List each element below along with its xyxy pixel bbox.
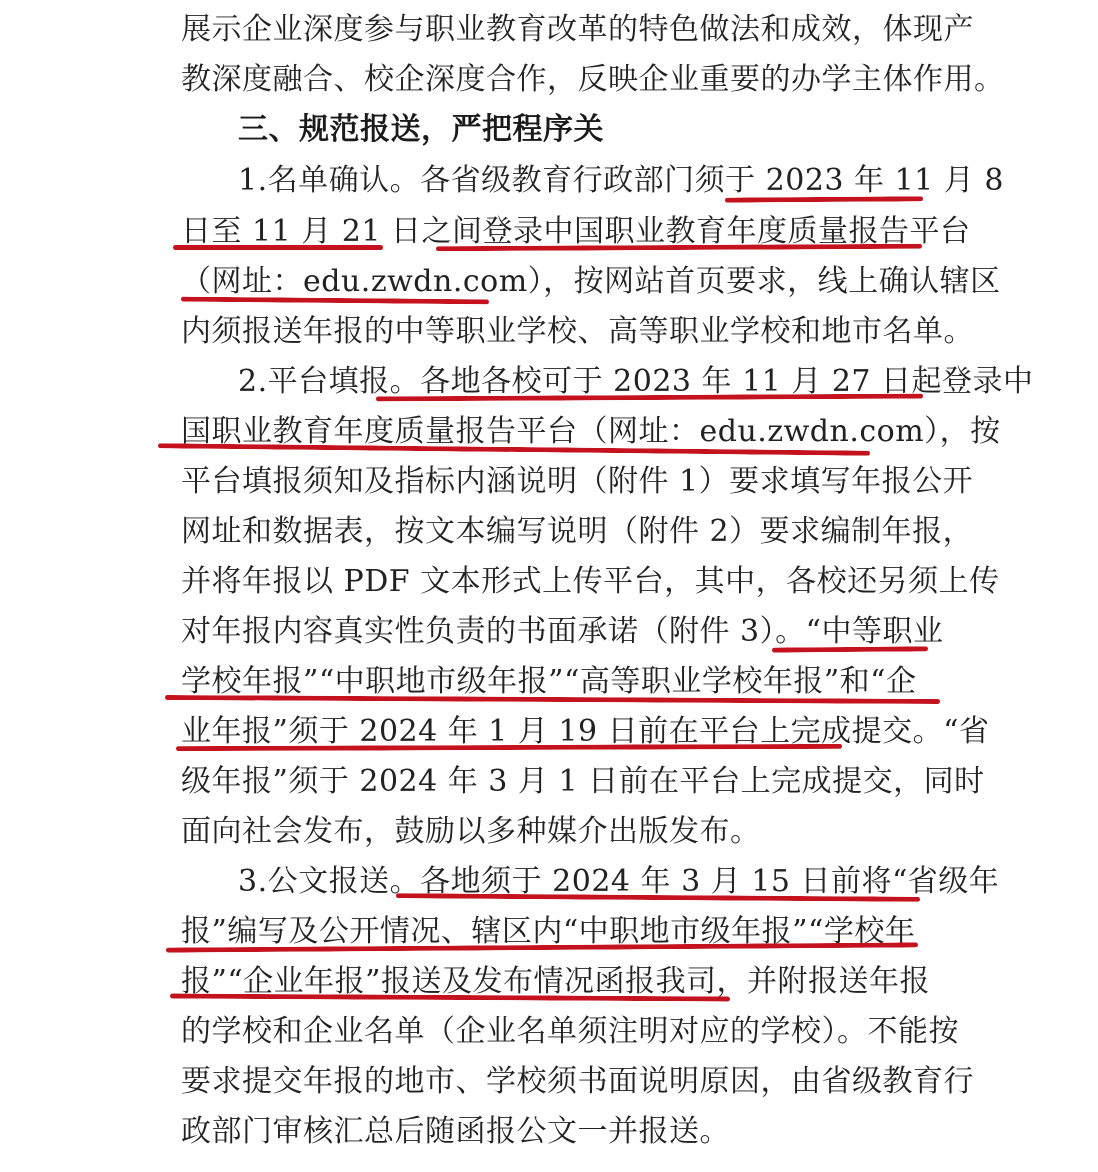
text-line-23: 政部门审核汇总后随函报公文一并报送。 — [181, 1114, 730, 1149]
section-heading: 三、规范报送，严把程序关 — [238, 112, 604, 147]
text-line-20: 报”“企业年报”报送及发布情况函报我司，并附报送年报 — [181, 964, 931, 999]
text-line-2: 教深度融合、校企深度合作，反映企业重要的办学主体作用。 — [181, 62, 1005, 97]
text-line-18: 3.公文报送。各地须于 2024 年 3 月 15 日前将“省级年 — [238, 864, 1000, 899]
text-line-1: 展示企业深度参与职业教育改革的特色做法和成效，体现产 — [181, 12, 974, 47]
text-line-15: 业年报”须于 2024 年 1 月 19 日前在平台上完成提交。“省 — [181, 714, 990, 749]
text-line-16: 级年报”须于 2024 年 3 月 1 日前在平台上完成提交，同时 — [181, 764, 985, 799]
text-line-5: 日至 11 月 21 日之间登录中国职业教育年度质量报告平台 — [181, 214, 971, 249]
text-line-7: 内须报送年报的中等职业学校、高等职业学校和地市名单。 — [181, 314, 974, 349]
text-line-9: 国职业教育年度质量报告平台（网址：edu.zwdn.com），按 — [181, 414, 1001, 449]
text-line-12: 并将年报以 PDF 文本形式上传平台，其中，各校还另须上传 — [181, 564, 1000, 599]
text-line-8: 2.平台填报。各地各校可于 2023 年 11 月 27 日起登录中 — [238, 364, 1034, 399]
red-underline-mark — [173, 245, 383, 250]
text-line-6: （网址：edu.zwdn.com），按网站首页要求，线上确认辖区 — [181, 264, 1001, 299]
text-line-22: 要求提交年报的地市、学校须书面说明原因，由省级教育行 — [181, 1064, 974, 1099]
text-line-4: 1.名单确认。各省级教育行政部门须于 2023 年 11 月 8 — [238, 163, 1004, 198]
red-underline-mark — [725, 196, 923, 202]
text-line-17: 面向社会发布，鼓励以多种媒介出版发布。 — [181, 814, 761, 849]
text-line-19: 报”编写及公开情况、辖区内“中职地市级年报”“学校年 — [181, 914, 916, 949]
text-line-21: 的学校和企业名单（企业名单须注明对应的学校）。不能按 — [181, 1014, 959, 1049]
text-line-14: 学校年报”“中职地市级年报”“高等职业学校年报”和“企 — [181, 664, 917, 699]
text-line-11: 网址和数据表，按文本编写说明（附件 2）要求编制年报， — [181, 514, 974, 549]
text-line-10: 平台填报须知及指标内涵说明（附件 1）要求填写年报公开 — [181, 464, 974, 499]
text-line-13: 对年报内容真实性负责的书面承诺（附件 3）。“中等职业 — [181, 614, 944, 649]
